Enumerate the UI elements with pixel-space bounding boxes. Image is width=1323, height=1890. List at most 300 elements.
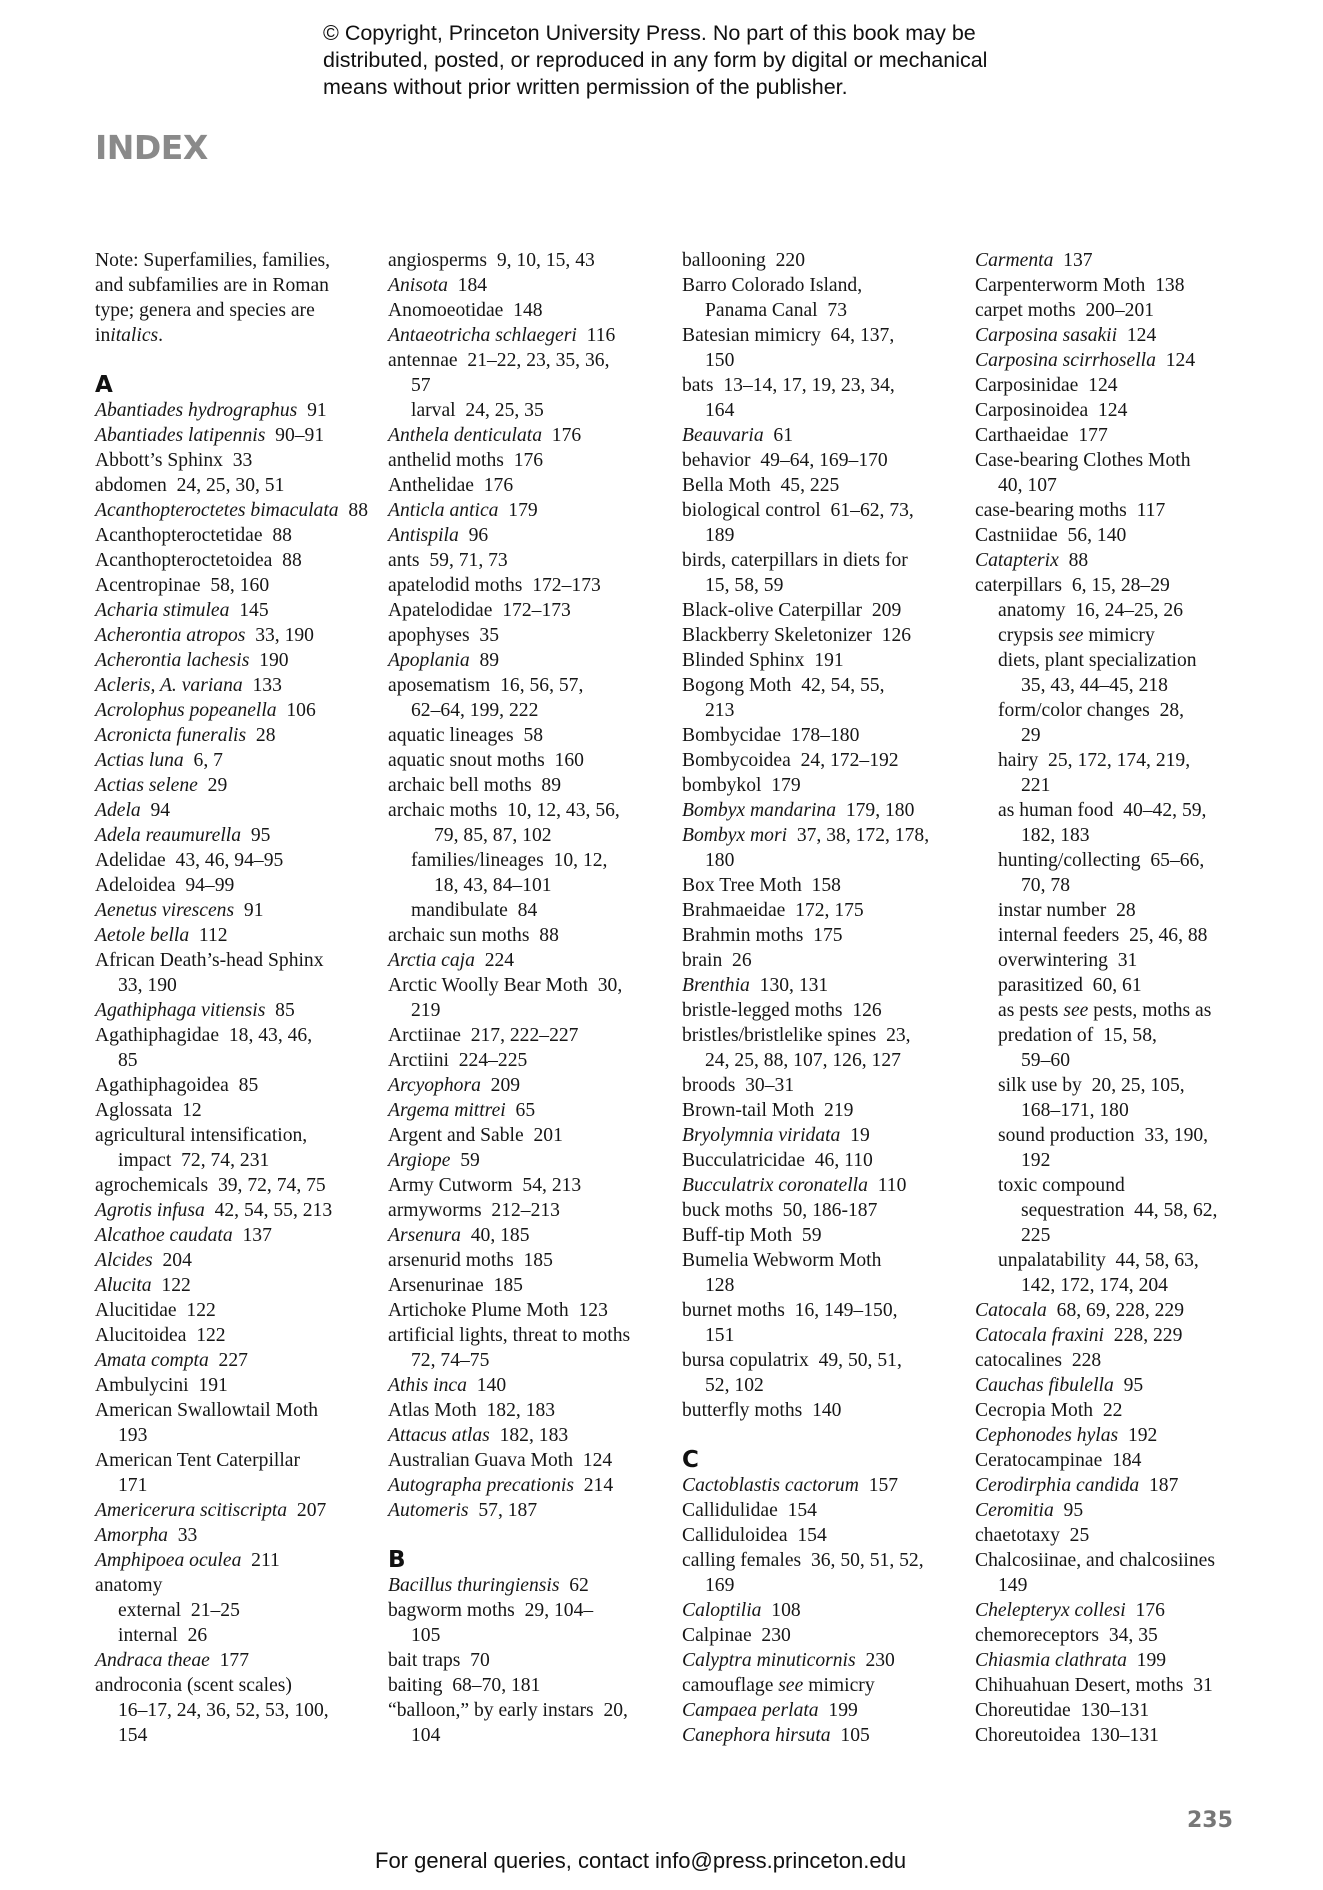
index-entry bbox=[388, 1423, 663, 1448]
index-subentry: as human food 40–42, 59, bbox=[998, 800, 1207, 821]
index-entry bbox=[95, 1198, 370, 1223]
entry-pages: 182, 183 bbox=[489, 1425, 569, 1446]
index-entry: Atlas Moth 182, 183 bbox=[388, 1400, 556, 1421]
index-entry: armyworms 212–213 bbox=[388, 1200, 560, 1221]
index-entry: Arsenurinae 185 bbox=[388, 1275, 523, 1296]
entry-term: Adela reaumurella bbox=[95, 825, 242, 846]
index-entry: behavior 49–64, 169–170 bbox=[682, 450, 888, 471]
index-entry-continuation: 219 bbox=[411, 1000, 441, 1021]
index-entry: Alucitidae 122 bbox=[95, 1300, 216, 1321]
entry-term: Chiasmia clathrata bbox=[975, 1650, 1127, 1671]
index-entry: Carposinoidea 124 bbox=[975, 400, 1128, 421]
index-entry-continuation: 104 bbox=[411, 1725, 441, 1746]
index-entry bbox=[388, 1148, 663, 1173]
index-entry bbox=[388, 1223, 663, 1248]
index-entry-continuation: 70, 78 bbox=[1021, 875, 1070, 896]
entry-pages: 207 bbox=[287, 1500, 327, 1521]
entry-term: Bombyx mandarina bbox=[682, 800, 837, 821]
index-entry bbox=[388, 523, 663, 548]
entry-term: Acronicta funeralis bbox=[95, 725, 247, 746]
copyright-line: means without prior written permission of the publisher. bbox=[323, 75, 848, 99]
index-subentry: external 21–25 bbox=[118, 1600, 240, 1621]
entry-term: Amorpha bbox=[95, 1525, 168, 1546]
entry-term: Ceromitia bbox=[975, 1500, 1054, 1521]
entry-term: Argema mittrei bbox=[388, 1100, 506, 1121]
index-entry bbox=[682, 798, 957, 823]
index-entry bbox=[682, 823, 957, 848]
entry-term: Bryolymnia viridata bbox=[682, 1125, 841, 1146]
index-column-4 bbox=[975, 248, 1245, 1748]
copyright-line: distributed, posted, or reproduced in any form by digital or mechanical bbox=[323, 48, 988, 72]
entry-term: Brenthia bbox=[682, 975, 750, 996]
index-entry: agricultural intensification, bbox=[95, 1125, 308, 1146]
index-entry: Agathiphagidae 18, 43, 46, bbox=[95, 1025, 313, 1046]
index-entry: American Tent Caterpillar bbox=[95, 1450, 301, 1471]
index-entry: Carposinidae 124 bbox=[975, 375, 1118, 396]
index-entry: Case-bearing Clothes Moth bbox=[975, 450, 1191, 471]
index-entry: anatomy bbox=[95, 1575, 163, 1596]
index-entry: Batesian mimicry 64, 137, bbox=[682, 325, 895, 346]
entry-term: Agathiphaga vitiensis bbox=[95, 1000, 266, 1021]
index-entry bbox=[682, 1173, 957, 1198]
index-entry: Arctiinae 217, 222–227 bbox=[388, 1025, 579, 1046]
entry-term: Carmenta bbox=[975, 250, 1054, 271]
index-entry bbox=[682, 1698, 957, 1723]
index-entry bbox=[95, 423, 370, 448]
index-column-1 bbox=[95, 248, 370, 1748]
index-subentry: form/color changes 28, bbox=[998, 700, 1185, 721]
entry-term: Argiope bbox=[388, 1150, 451, 1171]
index-entry-continuation: 180 bbox=[705, 850, 735, 871]
index-entry-continuation: 40, 107 bbox=[998, 475, 1057, 496]
index-entry bbox=[682, 1673, 957, 1698]
entry-pages: 214 bbox=[573, 1475, 614, 1496]
entry-term: Caloptilia bbox=[682, 1600, 762, 1621]
index-entry-continuation: 35, 43, 44–45, 218 bbox=[1021, 675, 1168, 696]
entry-term: Aetole bella bbox=[95, 925, 190, 946]
entry-term: Acherontia atropos bbox=[95, 625, 246, 646]
section-letter: A bbox=[95, 372, 113, 398]
index-subentry: larval 24, 25, 35 bbox=[411, 400, 544, 421]
index-entry-continuation: 154 bbox=[118, 1725, 148, 1746]
index-entry: Choreutoidea 130–131 bbox=[975, 1725, 1159, 1746]
entry-pages: 224 bbox=[474, 950, 515, 971]
index-entry: Artichoke Plume Moth 123 bbox=[388, 1300, 608, 1321]
index-entry: Barro Colorado Island, bbox=[682, 275, 863, 296]
entry-term: Alcathoe caudata bbox=[95, 1225, 233, 1246]
index-entry-continuation: 221 bbox=[1021, 775, 1051, 796]
index-entry-continuation: 72, 74–75 bbox=[411, 1350, 490, 1371]
entry-pages: 192 bbox=[1118, 1425, 1158, 1446]
entry-term: Catapterix bbox=[975, 550, 1059, 571]
entry-term: Campaea perlata bbox=[682, 1700, 819, 1721]
index-entry: African Death’s-head Sphinx bbox=[95, 950, 324, 971]
index-entry bbox=[975, 548, 1245, 573]
index-entry: bristle-legged moths 126 bbox=[682, 1000, 882, 1021]
entry-pages: 95 bbox=[1113, 1375, 1144, 1396]
index-entry-continuation: 151 bbox=[705, 1325, 735, 1346]
entry-term: Amata compta bbox=[95, 1350, 209, 1371]
entry-term: Apoplania bbox=[388, 650, 470, 671]
index-entry bbox=[975, 1648, 1245, 1673]
index-entry bbox=[975, 998, 1245, 1023]
index-entry bbox=[975, 348, 1245, 373]
index-entry-continuation: 15, 58, 59 bbox=[705, 575, 784, 596]
entry-term: camouflage bbox=[682, 1675, 779, 1696]
index-entry-continuation: 168–171, 180 bbox=[1021, 1100, 1129, 1121]
entry-pages: 133 bbox=[242, 675, 282, 696]
index-entry bbox=[975, 623, 1245, 648]
entry-pages: 157 bbox=[858, 1475, 899, 1496]
index-entry: aquatic lineages 58 bbox=[388, 725, 544, 746]
index-subentry: families/lineages 10, 12, bbox=[411, 850, 608, 871]
entry-term: Automeris bbox=[388, 1500, 469, 1521]
see-reference: see bbox=[778, 1675, 804, 1696]
index-entry: Arctic Woolly Bear Moth 30, bbox=[388, 975, 623, 996]
entry-term: Andraca theae bbox=[95, 1650, 210, 1671]
entry-term: Acharia stimulea bbox=[95, 600, 230, 621]
entry-pages: 187 bbox=[1139, 1475, 1179, 1496]
index-entry bbox=[95, 923, 370, 948]
index-entry: Chihuahuan Desert, moths 31 bbox=[975, 1675, 1213, 1696]
index-entry bbox=[975, 1373, 1245, 1398]
index-entry: Chalcosiinae, and chalcosiines bbox=[975, 1550, 1215, 1571]
index-entry bbox=[95, 398, 370, 423]
index-entry: case-bearing moths 117 bbox=[975, 500, 1166, 521]
entry-pages: 94 bbox=[140, 800, 171, 821]
index-note bbox=[95, 248, 370, 348]
index-subentry: internal 26 bbox=[118, 1625, 208, 1646]
footer-contact: For general queries, contact info@press.princeton.edu bbox=[375, 1848, 907, 1873]
index-entry-continuation: 128 bbox=[705, 1275, 735, 1296]
entry-term: Arsenura bbox=[388, 1225, 461, 1246]
entry-pages: 204 bbox=[152, 1250, 192, 1271]
index-entry bbox=[682, 973, 957, 998]
index-entry bbox=[95, 773, 370, 798]
index-entry: apatelodid moths 172–173 bbox=[388, 575, 601, 596]
entry-term: Cerodirphia candida bbox=[975, 1475, 1140, 1496]
index-entry: Bella Moth 45, 225 bbox=[682, 475, 840, 496]
index-entry: Arctiini 224–225 bbox=[388, 1050, 528, 1071]
note-text: . bbox=[158, 325, 164, 346]
index-entry: Anthelidae 176 bbox=[388, 475, 514, 496]
index-entry: chaetotaxy 25 bbox=[975, 1525, 1090, 1546]
index-entry bbox=[95, 748, 370, 773]
index-subentry: toxic compound bbox=[998, 1175, 1125, 1196]
entry-pages: 179 bbox=[498, 500, 538, 521]
index-entry bbox=[975, 1323, 1245, 1348]
index-entry: Brahmaeidae 172, 175 bbox=[682, 900, 864, 921]
entry-term: Chelepteryx collesi bbox=[975, 1600, 1126, 1621]
entry-term: Arctia caja bbox=[388, 950, 475, 971]
index-entry: birds, caterpillars in diets for bbox=[682, 550, 908, 571]
entry-term: crypsis bbox=[998, 625, 1059, 646]
copyright-notice bbox=[323, 20, 1083, 101]
index-entry-continuation: Panama Canal 73 bbox=[705, 300, 848, 321]
entry-term: Bucculatrix coronatella bbox=[682, 1175, 868, 1196]
index-entry: bristles/bristlelike spines 23, bbox=[682, 1025, 911, 1046]
index-entry: catocalines 228 bbox=[975, 1350, 1102, 1371]
index-entry bbox=[95, 898, 370, 923]
index-entry bbox=[388, 1573, 663, 1598]
index-entry bbox=[388, 648, 663, 673]
index-entry bbox=[388, 423, 663, 448]
index-entry: arsenurid moths 185 bbox=[388, 1250, 553, 1271]
entry-pages: 140 bbox=[466, 1375, 507, 1396]
entry-pages: 96 bbox=[458, 525, 489, 546]
entry-pages: 112 bbox=[189, 925, 228, 946]
entry-pages: 116 bbox=[576, 325, 616, 346]
entry-pages: 199 bbox=[818, 1700, 858, 1721]
index-entry bbox=[95, 598, 370, 623]
index-entry bbox=[975, 323, 1245, 348]
index-entry: baiting 68–70, 181 bbox=[388, 1675, 541, 1696]
entry-pages: 33, 190 bbox=[245, 625, 314, 646]
index-subentry: hunting/collecting 65–66, bbox=[998, 850, 1205, 871]
index-entry bbox=[95, 823, 370, 848]
entry-target: mimicry bbox=[803, 1675, 875, 1696]
entry-pages: 91 bbox=[297, 400, 327, 421]
entry-pages: 227 bbox=[208, 1350, 248, 1371]
index-entry: aquatic snout moths 160 bbox=[388, 750, 584, 771]
index-entry: archaic sun moths 88 bbox=[388, 925, 559, 946]
index-entry bbox=[95, 498, 370, 523]
index-entry bbox=[388, 498, 663, 523]
index-entry bbox=[95, 1248, 370, 1273]
entry-term: Cauchas fibulella bbox=[975, 1375, 1114, 1396]
note-text: and subfamilies are in Roman bbox=[95, 275, 329, 296]
index-entry-continuation: 62–64, 199, 222 bbox=[411, 700, 539, 721]
entry-pages: 88 bbox=[338, 500, 368, 521]
index-entry bbox=[95, 1548, 370, 1573]
index-entry: Carthaeidae 177 bbox=[975, 425, 1108, 446]
index-entry bbox=[95, 623, 370, 648]
see-reference: see bbox=[1058, 625, 1084, 646]
index-entry bbox=[388, 1098, 663, 1123]
entry-term: as pests bbox=[998, 1000, 1064, 1021]
entry-pages: 85 bbox=[265, 1000, 295, 1021]
index-entry bbox=[95, 1523, 370, 1548]
index-column-2 bbox=[388, 248, 663, 1748]
entry-pages: 137 bbox=[232, 1225, 272, 1246]
entry-pages: 137 bbox=[1053, 250, 1093, 271]
index-entry: Calpinae 230 bbox=[682, 1625, 791, 1646]
index-entry: butterfly moths 140 bbox=[682, 1400, 842, 1421]
index-entry bbox=[95, 798, 370, 823]
entry-pages: 124 bbox=[1117, 325, 1157, 346]
index-entry bbox=[95, 998, 370, 1023]
entry-term: Autographa precationis bbox=[388, 1475, 574, 1496]
index-entry: anthelid moths 176 bbox=[388, 450, 544, 471]
index-entry-continuation: 171 bbox=[118, 1475, 148, 1496]
index-entry: carpet moths 200–201 bbox=[975, 300, 1155, 321]
index-heading: INDEX bbox=[95, 128, 208, 167]
index-entry: Anomoeotidae 148 bbox=[388, 300, 543, 321]
entry-pages: 176 bbox=[542, 425, 582, 446]
index-entry: bats 13–14, 17, 19, 23, 34, bbox=[682, 375, 895, 396]
index-entry: Argent and Sable 201 bbox=[388, 1125, 563, 1146]
entry-term: Antispila bbox=[388, 525, 459, 546]
index-subentry: predation of 15, 58, bbox=[998, 1025, 1157, 1046]
entry-target: pests, moths as bbox=[1088, 1000, 1212, 1021]
entry-term: Calyptra minuticornis bbox=[682, 1650, 856, 1671]
index-entry: Adelidae 43, 46, 94–95 bbox=[95, 850, 284, 871]
index-entry: Bogong Moth 42, 54, 55, bbox=[682, 675, 885, 696]
index-entry: Ambulycini 191 bbox=[95, 1375, 228, 1396]
entry-term: Acleris, A. variana bbox=[95, 675, 243, 696]
entry-pages: 89 bbox=[469, 650, 500, 671]
index-entry: Bombycoidea 24, 172–192 bbox=[682, 750, 899, 771]
index-entry: Army Cutworm 54, 213 bbox=[388, 1175, 582, 1196]
entry-pages: 108 bbox=[761, 1600, 801, 1621]
index-entry bbox=[975, 248, 1245, 273]
section-letter: B bbox=[388, 1547, 406, 1573]
index-entry: buck moths 50, 186-187 bbox=[682, 1200, 878, 1221]
index-entry: ants 59, 71, 73 bbox=[388, 550, 508, 571]
index-entry bbox=[975, 1298, 1245, 1323]
index-entry-continuation: 18, 43, 84–101 bbox=[434, 875, 552, 896]
index-entry: bursa copulatrix 49, 50, 51, bbox=[682, 1350, 902, 1371]
index-entry: chemoreceptors 34, 35 bbox=[975, 1625, 1158, 1646]
entry-pages: 88 bbox=[1058, 550, 1089, 571]
index-entry bbox=[388, 948, 663, 973]
index-entry: brain 26 bbox=[682, 950, 752, 971]
index-entry bbox=[975, 1423, 1245, 1448]
index-entry bbox=[388, 323, 663, 348]
index-subentry: internal feeders 25, 46, 88 bbox=[998, 925, 1208, 946]
index-subentry: anatomy 16, 24–25, 26 bbox=[998, 600, 1184, 621]
index-entry-continuation: 52, 102 bbox=[705, 1375, 764, 1396]
entry-pages: 95 bbox=[241, 825, 271, 846]
index-entry bbox=[95, 1498, 370, 1523]
index-entry bbox=[95, 723, 370, 748]
entry-pages: 59 bbox=[450, 1150, 480, 1171]
index-entry bbox=[682, 1473, 957, 1498]
index-entry-continuation: 213 bbox=[705, 700, 735, 721]
section-letter: C bbox=[682, 1447, 699, 1473]
entry-term: Bacillus thuringiensis bbox=[388, 1575, 560, 1596]
index-entry bbox=[95, 673, 370, 698]
index-entry: Apatelodidae 172–173 bbox=[388, 600, 571, 621]
index-entry bbox=[975, 1598, 1245, 1623]
entry-pages: 179, 180 bbox=[836, 800, 915, 821]
entry-term: Abantiades latipennis bbox=[95, 425, 266, 446]
entry-pages: 62 bbox=[559, 1575, 589, 1596]
entry-pages: 29 bbox=[197, 775, 228, 796]
index-entry: calling females 36, 50, 51, 52, bbox=[682, 1550, 924, 1571]
index-subentry: diets, plant specialization bbox=[998, 650, 1197, 671]
index-entry bbox=[975, 1498, 1245, 1523]
index-entry: Acanthopteroctetoidea 88 bbox=[95, 550, 302, 571]
index-entry: Carpenterworm Moth 138 bbox=[975, 275, 1185, 296]
entry-pages: 145 bbox=[229, 600, 269, 621]
index-column-3 bbox=[682, 248, 957, 1748]
index-entry: bombykol 179 bbox=[682, 775, 801, 796]
index-entry-continuation: 142, 172, 174, 204 bbox=[1021, 1275, 1168, 1296]
index-entry: American Swallowtail Moth bbox=[95, 1400, 319, 1421]
index-entry: archaic moths 10, 12, 43, 56, bbox=[388, 800, 620, 821]
index-entry: caterpillars 6, 15, 28–29 bbox=[975, 575, 1170, 596]
index-entry-continuation: 192 bbox=[1021, 1150, 1051, 1171]
index-entry bbox=[95, 698, 370, 723]
entry-pages: 19 bbox=[840, 1125, 870, 1146]
entry-term: Beauvaria bbox=[682, 425, 764, 446]
index-entry bbox=[95, 1348, 370, 1373]
index-entry-continuation: 57 bbox=[411, 375, 431, 396]
entry-term: Acrolophus popeanella bbox=[95, 700, 277, 721]
index-entry: Bucculatricidae 46, 110 bbox=[682, 1150, 873, 1171]
copyright-line: © Copyright, Princeton University Press. No part of this book may be bbox=[323, 21, 976, 45]
index-entry bbox=[388, 273, 663, 298]
index-entry: Blinded Sphinx 191 bbox=[682, 650, 844, 671]
index-entry bbox=[388, 1073, 663, 1098]
entry-term: Acherontia lachesis bbox=[95, 650, 250, 671]
entry-pages: 91 bbox=[234, 900, 264, 921]
entry-term: Carposina scirrhosella bbox=[975, 350, 1156, 371]
entry-term: Canephora hirsuta bbox=[682, 1725, 831, 1746]
index-entry-continuation: sequestration 44, 58, 62, bbox=[1021, 1200, 1218, 1221]
entry-pages: 209 bbox=[480, 1075, 521, 1096]
index-entry bbox=[388, 1498, 663, 1523]
index-entry bbox=[682, 1123, 957, 1148]
entry-pages: 177 bbox=[209, 1650, 249, 1671]
index-entry-continuation: 182, 183 bbox=[1021, 825, 1090, 846]
index-entry-continuation: 193 bbox=[118, 1425, 148, 1446]
index-entry: Castniidae 56, 140 bbox=[975, 525, 1127, 546]
index-entry: Alucitoidea 122 bbox=[95, 1325, 226, 1346]
entry-pages: 40, 185 bbox=[460, 1225, 530, 1246]
index-entry: abdomen 24, 25, 30, 51 bbox=[95, 475, 285, 496]
index-entry: Brown-tail Moth 219 bbox=[682, 1100, 854, 1121]
entry-term: Catocala bbox=[975, 1300, 1047, 1321]
entry-term: Anisota bbox=[388, 275, 448, 296]
entry-term: Antaeotricha schlaegeri bbox=[388, 325, 577, 346]
entry-term: Cephonodes hylas bbox=[975, 1425, 1119, 1446]
index-subentry: hairy 25, 172, 174, 219, bbox=[998, 750, 1191, 771]
index-entry: Bumelia Webworm Moth bbox=[682, 1250, 882, 1271]
entry-term: Actias luna bbox=[95, 750, 184, 771]
index-entry bbox=[682, 423, 957, 448]
entry-pages: 65 bbox=[505, 1100, 536, 1121]
entry-pages: 28 bbox=[246, 725, 276, 746]
entry-term: Aenetus virescens bbox=[95, 900, 235, 921]
index-columns bbox=[0, 248, 1323, 1768]
entry-term: Acanthopteroctetes bimaculata bbox=[95, 500, 339, 521]
index-subentry: mandibulate 84 bbox=[411, 900, 538, 921]
index-entry: Blackberry Skeletonizer 126 bbox=[682, 625, 912, 646]
index-entry: aposematism 16, 56, 57, bbox=[388, 675, 584, 696]
index-entry-continuation: 189 bbox=[705, 525, 735, 546]
entry-term: Bombyx mori bbox=[682, 825, 788, 846]
index-entry bbox=[975, 1473, 1245, 1498]
entry-pages: 61 bbox=[763, 425, 794, 446]
index-entry: antennae 21–22, 23, 35, 36, bbox=[388, 350, 610, 371]
index-entry bbox=[95, 1273, 370, 1298]
index-entry: Adeloidea 94–99 bbox=[95, 875, 235, 896]
entry-term: Abantiades hydrographus bbox=[95, 400, 298, 421]
entry-term: Catocala fraxini bbox=[975, 1325, 1104, 1346]
entry-term: Actias selene bbox=[95, 775, 198, 796]
index-entry: Cecropia Moth 22 bbox=[975, 1400, 1123, 1421]
index-entry-continuation: 164 bbox=[705, 400, 735, 421]
entry-pages: 184 bbox=[447, 275, 488, 296]
index-entry bbox=[95, 1223, 370, 1248]
index-subentry: unpalatability 44, 58, 63, bbox=[998, 1250, 1199, 1271]
entry-pages: 42, 54, 55, 213 bbox=[204, 1200, 333, 1221]
entry-term: Cactoblastis cactorum bbox=[682, 1475, 859, 1496]
entry-term: Attacus atlas bbox=[388, 1425, 490, 1446]
entry-term: Anticla antica bbox=[388, 500, 499, 521]
